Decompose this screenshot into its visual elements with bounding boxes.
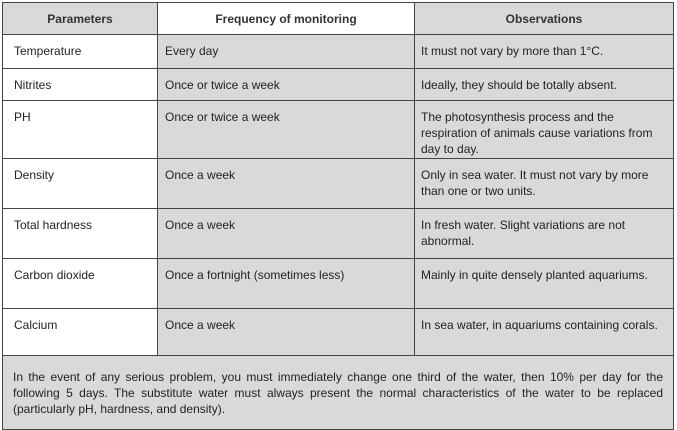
frequency-cell: Once a fortnight (sometimes less) bbox=[158, 259, 415, 309]
table-note-row bbox=[3, 356, 674, 430]
observation-cell: Mainly in quite densely planted aquariums. bbox=[415, 259, 674, 309]
header-observations: Observations bbox=[415, 3, 674, 35]
header-parameters: Parameters bbox=[3, 3, 158, 35]
parameter-cell: Calcium bbox=[3, 309, 158, 356]
parameter-cell: Total hardness bbox=[3, 209, 158, 259]
frequency-cell: Once or twice a week bbox=[158, 101, 415, 159]
table-row bbox=[3, 69, 674, 101]
observation-cell: The photosynthesis process and the respiration of animals cause variations from day to day. bbox=[415, 101, 674, 159]
frequency-cell: Once a week bbox=[158, 209, 415, 259]
table-row bbox=[3, 209, 674, 259]
frequency-cell: Once a week bbox=[158, 309, 415, 356]
observation-cell: Only in sea water. It must not vary by more than one or two units. bbox=[415, 159, 674, 209]
table-footnote: In the event of any serious problem, you must immediately change one third of the water, then 10% per day for the following 5 days. The substitute water must always present the normal characteristics of the water to be replaced (particularly pH, hardness, and density). bbox=[3, 356, 674, 430]
table-row bbox=[3, 259, 674, 309]
table-header-row bbox=[3, 3, 674, 35]
observation-cell: In sea water, in aquariums containing corals. bbox=[415, 309, 674, 356]
water-monitoring-table bbox=[2, 2, 674, 430]
monitoring-table-container bbox=[2, 2, 673, 430]
header-frequency: Frequency of monitoring bbox=[158, 3, 415, 35]
observation-cell: It must not vary by more than 1°C. bbox=[415, 35, 674, 69]
table-row bbox=[3, 159, 674, 209]
parameter-cell: Nitrites bbox=[3, 69, 158, 101]
table-row bbox=[3, 101, 674, 159]
frequency-cell: Once or twice a week bbox=[158, 69, 415, 101]
parameter-cell: Temperature bbox=[3, 35, 158, 69]
parameter-cell: Density bbox=[3, 159, 158, 209]
parameter-cell: PH bbox=[3, 101, 158, 159]
table-row bbox=[3, 35, 674, 69]
parameter-cell: Carbon dioxide bbox=[3, 259, 158, 309]
observation-cell: Ideally, they should be totally absent. bbox=[415, 69, 674, 101]
frequency-cell: Once a week bbox=[158, 159, 415, 209]
frequency-cell: Every day bbox=[158, 35, 415, 69]
table-row bbox=[3, 309, 674, 356]
observation-cell: In fresh water. Slight variations are not abnormal. bbox=[415, 209, 674, 259]
